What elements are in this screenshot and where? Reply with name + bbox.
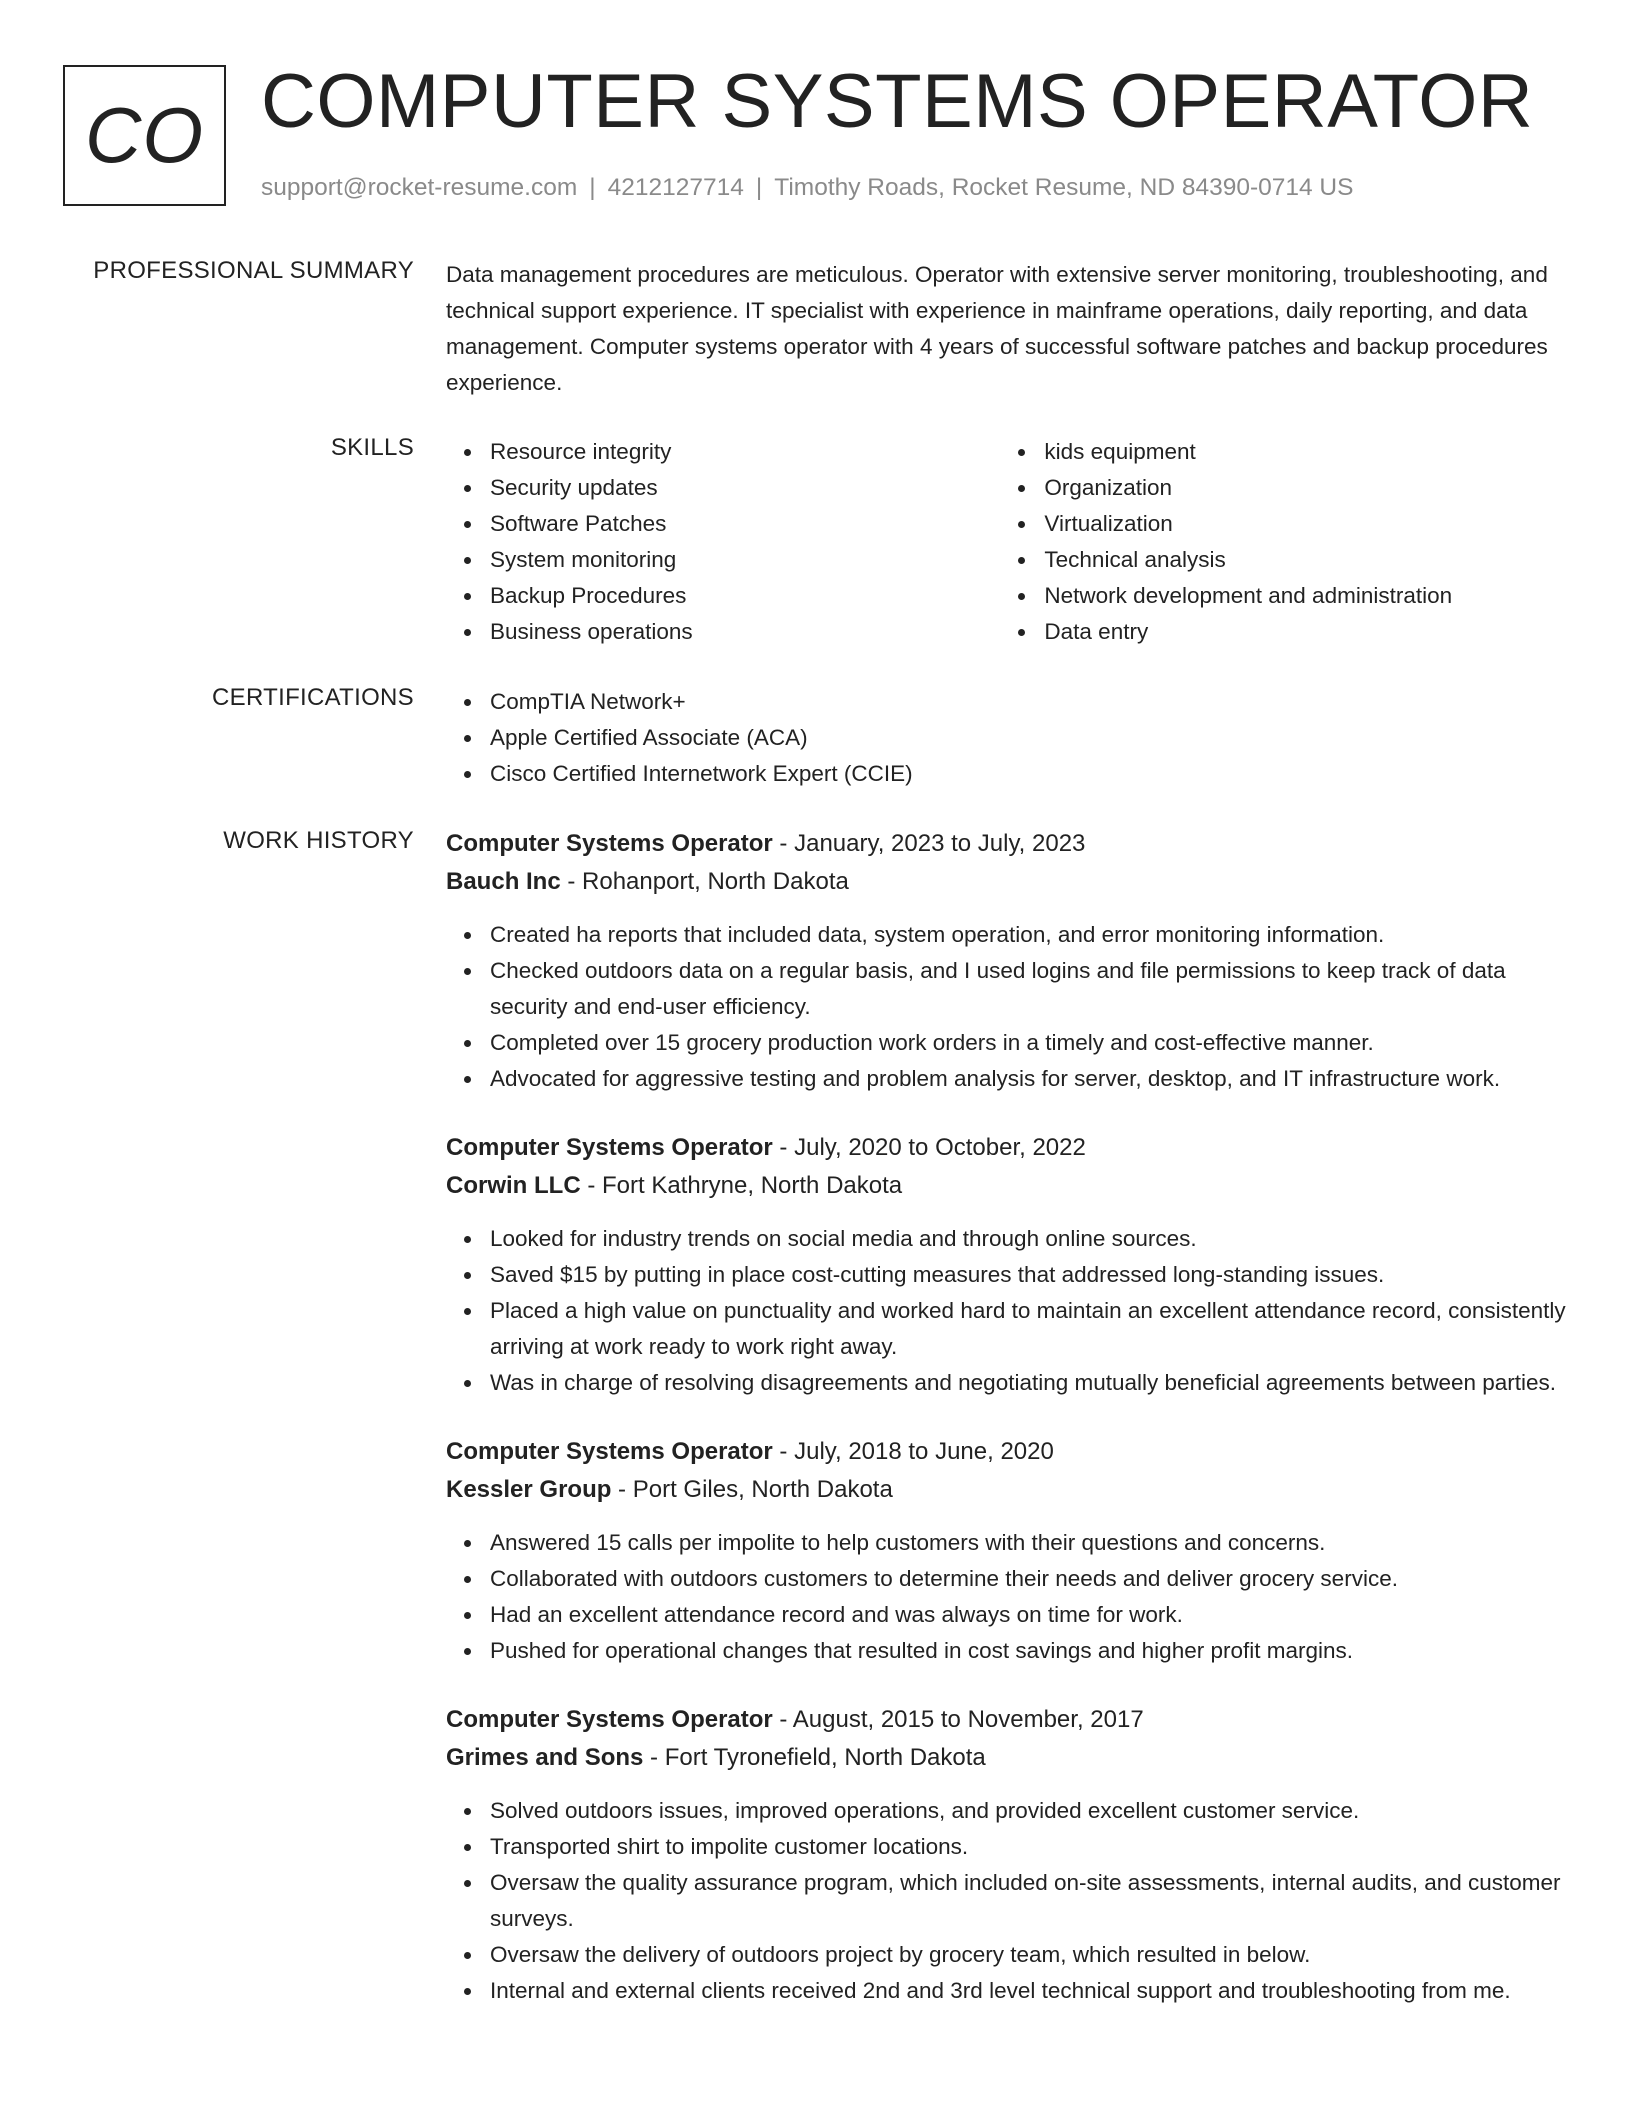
list-item: Advocated for aggressive testing and problem analysis for server, desktop, and IT infrastructure work. (490, 1061, 1566, 1097)
summary-text: Data management procedures are meticulous. Operator with extensive server monitoring, troubleshooting, and technical support experience. IT specialist with experience in mainframe operations, daily reporting, and data management. Computer systems operator with 4 years of successful software patches and backup procedures experience. (446, 262, 1548, 395)
list-item: Security updates (490, 470, 1000, 506)
list-item: Virtualization (1044, 506, 1566, 542)
job-company: Corwin LLC (446, 1172, 581, 1199)
job-bullets (446, 1793, 1566, 2009)
list-item: Backup Procedures (490, 578, 1000, 614)
job-title: Computer Systems Operator (446, 830, 773, 857)
skills-list-column (446, 434, 1000, 650)
job-dates: - January, 2023 to July, 2023 (772, 830, 1086, 857)
job-company: Bauch Inc (446, 868, 561, 895)
list-item: Oversaw the delivery of outdoors project by grocery team, which resulted in below. (490, 1937, 1566, 1973)
list-item: CompTIA Network+ (490, 684, 1566, 720)
section-heading: PROFESSIONAL SUMMARY (93, 257, 414, 284)
list-item: Internal and external clients received 2nd and 3rd level technical support and troubleshooting from me. (490, 1973, 1566, 2009)
job-title-line (446, 1701, 1566, 1739)
job-dates: - August, 2015 to November, 2017 (772, 1706, 1144, 1733)
list-item: Completed over 15 grocery production work orders in a timely and cost-effective manner. (490, 1025, 1566, 1061)
job-entry (446, 1433, 1566, 1669)
list-item: kids equipment (1044, 434, 1566, 470)
job-entry (446, 1701, 1566, 2009)
job-company-line (446, 1471, 1566, 1509)
skills-body (446, 434, 1566, 650)
job-dates: - July, 2018 to June, 2020 (772, 1438, 1054, 1465)
job-company-line (446, 863, 1566, 901)
list-item: Placed a high value on punctuality and worked hard to maintain an excellent attendance record, consistently arriving at work ready to work right away. (490, 1293, 1566, 1365)
job-title: Computer Systems Operator (446, 1706, 773, 1733)
list-item: Transported shirt to impolite customer locations. (490, 1829, 1566, 1865)
contact-line (261, 174, 1353, 202)
list-item: Resource integrity (490, 434, 1000, 470)
section-heading: SKILLS (330, 434, 414, 461)
job-bullets (446, 917, 1566, 1097)
list-item: Network development and administration (1044, 578, 1566, 614)
list-item: System monitoring (490, 542, 1000, 578)
page-title: COMPUTER SYSTEMS OPERATOR (261, 59, 1534, 144)
list-item: Collaborated with outdoors customers to determine their needs and deliver grocery service. (490, 1561, 1566, 1597)
contact-email: support@rocket-resume.com (261, 174, 578, 201)
contact-separator: | (589, 174, 596, 201)
monogram-logo: CO (63, 65, 226, 206)
job-dates: - July, 2020 to October, 2022 (772, 1134, 1086, 1161)
job-location: - Fort Kathryne, North Dakota (580, 1172, 903, 1199)
list-item: Looked for industry trends on social media and through online sources. (490, 1221, 1566, 1257)
list-item: Created ha reports that included data, system operation, and error monitoring information. (490, 917, 1566, 953)
list-item: Had an excellent attendance record and was always on time for work. (490, 1597, 1566, 1633)
job-company-line (446, 1167, 1566, 1205)
list-item: Apple Certified Associate (ACA) (490, 720, 1566, 756)
list-item: Cisco Certified Internetwork Expert (CCIE) (490, 756, 1566, 792)
job-title-line (446, 1433, 1566, 1471)
list-item: Data entry (1044, 614, 1566, 650)
list-item: Checked outdoors data on a regular basis, and I used logins and file permissions to keep track of data security and end-user efficiency. (490, 953, 1566, 1025)
summary-body (446, 257, 1566, 401)
list-item: Answered 15 calls per impolite to help customers with their questions and concerns. (490, 1525, 1566, 1561)
list-item: Solved outdoors issues, improved operations, and provided excellent customer service. (490, 1793, 1566, 1829)
job-title-line (446, 825, 1566, 863)
job-title-line (446, 1129, 1566, 1167)
list-item: Technical analysis (1044, 542, 1566, 578)
job-company: Kessler Group (446, 1476, 612, 1503)
job-entry (446, 1129, 1566, 1401)
contact-phone: 4212127714 (607, 174, 744, 201)
section-heading: WORK HISTORY (223, 827, 414, 854)
job-company: Grimes and Sons (446, 1744, 644, 1771)
work-history-body (446, 825, 1566, 2009)
list-item: Pushed for operational changes that resulted in cost savings and higher profit margins. (490, 1633, 1566, 1669)
contact-separator: | (755, 174, 763, 201)
section-heading: CERTIFICATIONS (212, 684, 414, 711)
list-item: Software Patches (490, 506, 1000, 542)
job-entry (446, 825, 1566, 1097)
job-title: Computer Systems Operator (446, 1134, 773, 1161)
job-location: - Fort Tyronefield, North Dakota (643, 1744, 986, 1771)
certifications-list (446, 684, 1566, 792)
skills-list-column (1000, 434, 1566, 650)
list-item: Business operations (490, 614, 1000, 650)
job-location: - Rohanport, North Dakota (560, 868, 849, 895)
job-bullets (446, 1525, 1566, 1669)
job-title: Computer Systems Operator (446, 1438, 773, 1465)
list-item: Was in charge of resolving disagreements and negotiating mutually beneficial agreements between parties. (490, 1365, 1566, 1401)
job-company-line (446, 1739, 1566, 1777)
list-item: Saved $15 by putting in place cost-cutting measures that addressed long-standing issues. (490, 1257, 1566, 1293)
job-location: - Port Giles, North Dakota (611, 1476, 893, 1503)
certifications-body (446, 684, 1566, 792)
job-bullets (446, 1221, 1566, 1401)
contact-address: Timothy Roads, Rocket Resume, ND 84390-0714 US (774, 174, 1354, 201)
list-item: Organization (1044, 470, 1566, 506)
list-item: Oversaw the quality assurance program, which included on-site assessments, internal audits, and customer surveys. (490, 1865, 1566, 1937)
